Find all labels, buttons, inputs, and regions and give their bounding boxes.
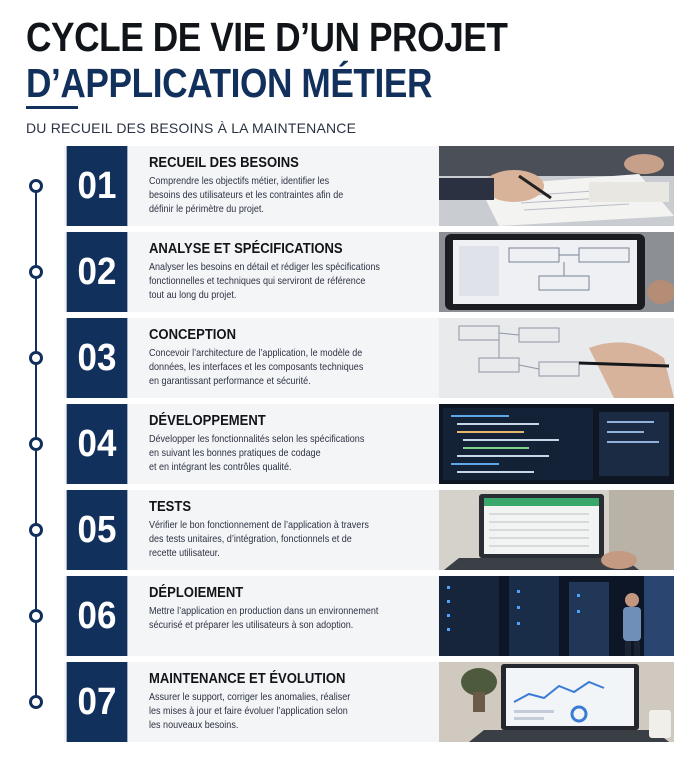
title-line-1: CYCLE DE VIE D’UN PROJET bbox=[26, 14, 508, 60]
step-description: Concevoir l’architecture de l’application, le modèle de données, les interfaces et les composants techniques en garantissant performance et sécurité. bbox=[149, 347, 364, 387]
step-number: 05 bbox=[67, 490, 128, 570]
timeline-dot bbox=[29, 351, 43, 365]
step-number: 04 bbox=[67, 404, 128, 484]
step-card-05 bbox=[64, 490, 674, 570]
step-card-06 bbox=[64, 576, 674, 656]
step-number: 03 bbox=[67, 318, 128, 398]
timeline-dot bbox=[29, 695, 43, 709]
step-title: MAINTENANCE ET ÉVOLUTION bbox=[149, 671, 346, 687]
code-monitors-photo bbox=[439, 404, 674, 484]
step-number: 01 bbox=[67, 146, 128, 226]
step-description: Vérifier le bon fonctionnement de l’application à travers des tests unitaires, d’intégration, fonctionnels et de recette utilisateur. bbox=[149, 519, 369, 559]
step-number: 07 bbox=[67, 662, 128, 742]
step-card-07 bbox=[64, 662, 674, 742]
step-card-02 bbox=[64, 232, 674, 312]
hands-writing-document-photo bbox=[439, 146, 674, 226]
timeline-dot bbox=[29, 609, 43, 623]
step-description: Développer les fonctionnalités selon les spécifications en suivant les bonnes pratiques de codage et en intégrant les contrôles qualité. bbox=[149, 433, 365, 473]
step-card-04 bbox=[64, 404, 674, 484]
title-line-2: D’APPLICATION MÉTIER bbox=[26, 60, 433, 106]
timeline-dot bbox=[29, 179, 43, 193]
step-description: Analyser les besoins en détail et rédiger les spécifications fonctionnelles et techniques qui serviront de référence tout au long du projet. bbox=[149, 261, 380, 301]
step-title: TESTS bbox=[149, 499, 192, 515]
timeline-dot bbox=[29, 523, 43, 537]
step-description: Mettre l’application en production dans un environnement sécurisé et préparer les utilisateurs à son adoption. bbox=[149, 605, 379, 631]
step-title: DÉPLOIEMENT bbox=[149, 585, 244, 601]
laptop-dashboard-photo bbox=[439, 662, 674, 742]
hand-drawing-diagram-photo bbox=[439, 318, 674, 398]
step-card-01 bbox=[64, 146, 674, 226]
timeline-dot bbox=[29, 265, 43, 279]
step-number: 02 bbox=[67, 232, 128, 312]
page-title bbox=[26, 14, 594, 106]
tablet-specifications-photo bbox=[439, 232, 674, 312]
step-number: 06 bbox=[67, 576, 128, 656]
timeline-dot bbox=[29, 437, 43, 451]
laptop-testing-photo bbox=[439, 490, 674, 570]
step-title: CONCEPTION bbox=[149, 327, 237, 343]
title-divider bbox=[26, 106, 78, 109]
step-title: DÉVELOPPEMENT bbox=[149, 413, 266, 429]
step-title: ANALYSE ET SPÉCIFICATIONS bbox=[149, 241, 343, 257]
step-card-03 bbox=[64, 318, 674, 398]
step-description: Comprendre les objectifs métier, identifier les besoins des utilisateurs et les contraintes afin de définir le périmètre du projet. bbox=[149, 175, 344, 215]
server-room-photo bbox=[439, 576, 674, 656]
step-description: Assurer le support, corriger les anomalies, réaliser les mises à jour et faire évoluer l’application selon les nouveaux besoins. bbox=[149, 691, 351, 731]
page-subtitle: DU RECUEIL DES BESOINS À LA MAINTENANCE bbox=[26, 120, 357, 136]
step-title: RECUEIL DES BESOINS bbox=[149, 155, 299, 171]
